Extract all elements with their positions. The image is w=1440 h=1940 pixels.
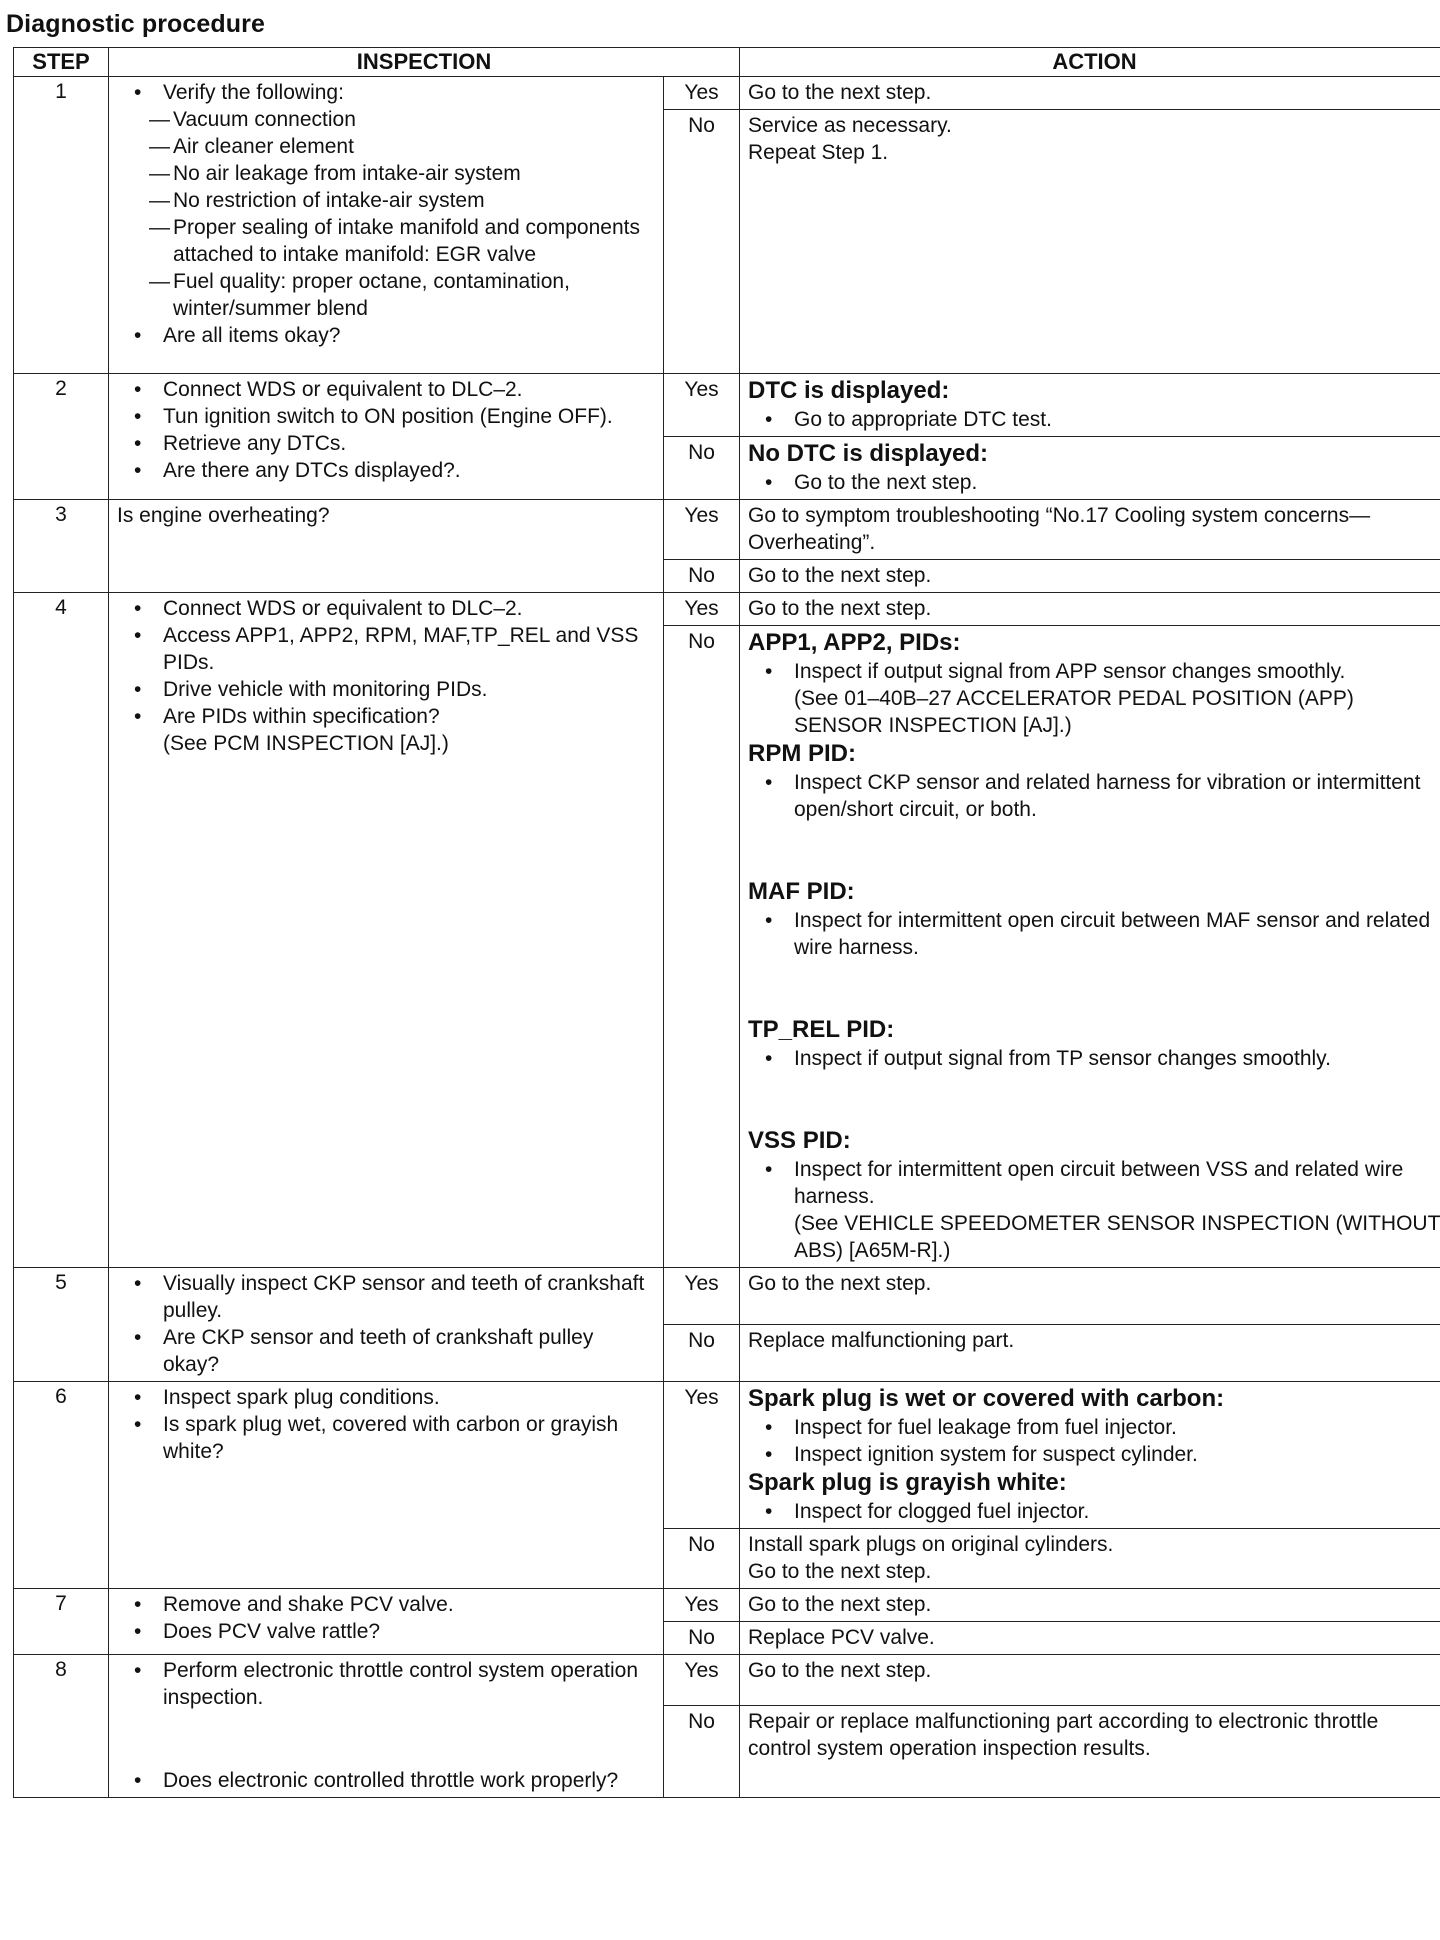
action-reference: (See VEHICLE SPEEDOMETER SENSOR INSPECTION (WITHOUT ABS) [A65M-R].): [794, 1212, 1440, 1262]
inspection-item: • Is spark plug wet, covered with carbon or grayish white?: [163, 1411, 655, 1465]
action-no: [740, 1529, 1440, 1589]
inspection-item: • Are there any DTCs displayed?.: [163, 457, 655, 484]
inspection-item: • Tun ignition switch to ON position (Engine OFF).: [163, 403, 655, 430]
action-heading: No DTC is displayed:: [748, 440, 989, 467]
step-number: 3: [14, 500, 109, 593]
answer-no: No: [664, 1622, 740, 1655]
answer-yes: Yes: [664, 593, 740, 626]
inspection-subitem: — Air cleaner element: [173, 133, 655, 160]
action-yes: Go to the next step.: [740, 77, 1440, 110]
inspection-item: • Does electronic controlled throttle work properly?: [163, 1767, 655, 1794]
step-number: 5: [14, 1268, 109, 1382]
spacer: [748, 961, 1440, 1015]
action-heading: VSS PID:: [748, 1127, 851, 1154]
answer-no: No: [664, 110, 740, 374]
action-heading: RPM PID:: [748, 740, 856, 767]
step-number: 8: [14, 1655, 109, 1798]
action-heading: TP_REL PID:: [748, 1016, 895, 1043]
inspection-item: • Inspect spark plug conditions.: [163, 1384, 655, 1411]
inspection-cell: [109, 77, 664, 374]
table-row: [14, 1382, 1440, 1529]
answer-no: No: [664, 1705, 740, 1797]
action-heading: Spark plug is wet or covered with carbon:: [748, 1385, 1225, 1412]
action-bullet: [794, 1156, 1440, 1264]
page-title: Diagnostic procedure: [6, 10, 265, 38]
diagnostic-table: [13, 47, 1440, 1798]
action-no: Replace malfunctioning part.: [740, 1325, 1440, 1382]
table-row: [14, 77, 1440, 110]
action-yes: Go to the next step.: [740, 593, 1440, 626]
table-row: [14, 1655, 1440, 1706]
action-heading: DTC is displayed:: [748, 377, 950, 404]
inspection-item: • Connect WDS or equivalent to DLC–2.: [163, 595, 655, 622]
inspection-cell: [109, 1589, 664, 1655]
action-yes: Go to the next step.: [740, 1268, 1440, 1325]
inspection-cell: Is engine overheating?: [109, 500, 664, 593]
action-bullet: [794, 658, 1440, 739]
inspection-cell: [109, 1382, 664, 1589]
table-header-row: [14, 48, 1440, 77]
action-yes: [740, 374, 1440, 437]
inspection-cell: [109, 1268, 664, 1382]
action-no: Replace PCV valve.: [740, 1622, 1440, 1655]
answer-no: No: [664, 560, 740, 593]
action-bullet: • Inspect for clogged fuel injector.: [794, 1498, 1440, 1525]
step-number: 7: [14, 1589, 109, 1655]
inspection-item: [163, 703, 655, 757]
step-number: 1: [14, 77, 109, 374]
step-number: 6: [14, 1382, 109, 1589]
header-inspection: INSPECTION: [109, 48, 740, 77]
table-row: [14, 1589, 1440, 1622]
action-bullet: • Inspect for fuel leakage from fuel injector.: [794, 1414, 1440, 1441]
action-reference: (See 01–40B–27 ACCELERATOR PEDAL POSITION (APP) SENSOR INSPECTION [AJ].): [794, 687, 1354, 737]
inspection-item-text: Are PIDs within specification?: [163, 705, 440, 728]
answer-yes: Yes: [664, 1382, 740, 1529]
answer-no: No: [664, 1325, 740, 1382]
step-number: 2: [14, 374, 109, 500]
answer-no: No: [664, 1529, 740, 1589]
action-bullet: • Inspect if output signal from TP sensor changes smoothly.: [794, 1045, 1440, 1072]
action-no: [740, 437, 1440, 500]
inspection-cell: [109, 374, 664, 500]
answer-yes: Yes: [664, 1655, 740, 1706]
action-line: Go to the next step.: [748, 1560, 932, 1583]
answer-yes: Yes: [664, 500, 740, 560]
table-row: [14, 1268, 1440, 1325]
inspection-item: • Retrieve any DTCs.: [163, 430, 655, 457]
action-yes: Go to symptom troubleshooting “No.17 Cooling system concerns—Overheating”.: [740, 500, 1440, 560]
action-line: Service as necessary.: [748, 114, 952, 137]
action-bullet: • Go to the next step.: [794, 469, 1440, 496]
spacer: [748, 823, 1440, 877]
answer-yes: Yes: [664, 1268, 740, 1325]
inspection-reference: (See PCM INSPECTION [AJ].): [163, 732, 449, 755]
action-bullet: • Go to appropriate DTC test.: [794, 406, 1440, 433]
action-heading: MAF PID:: [748, 878, 855, 905]
answer-no: No: [664, 626, 740, 1268]
table-row: [14, 593, 1440, 626]
inspection-item: • Verify the following:: [163, 79, 655, 106]
inspection-item: • Are CKP sensor and teeth of crankshaft pulley okay?: [163, 1324, 655, 1378]
action-no: [740, 626, 1440, 1268]
action-no: [740, 110, 1440, 374]
inspection-item: • Connect WDS or equivalent to DLC–2.: [163, 376, 655, 403]
action-line: Repeat Step 1.: [748, 141, 889, 164]
action-no: Go to the next step.: [740, 560, 1440, 593]
inspection-item: • Are all items okay?: [163, 322, 655, 349]
action-yes: [740, 1382, 1440, 1529]
action-heading: APP1, APP2, PIDs:: [748, 629, 961, 656]
answer-no: No: [664, 437, 740, 500]
action-bullet-text: Inspect if output signal from APP sensor changes smoothly.: [794, 660, 1346, 683]
action-bullet-text: Inspect for intermittent open circuit between VSS and related wire harness.: [794, 1158, 1404, 1208]
spacer: [748, 1072, 1440, 1126]
header-step: STEP: [14, 48, 109, 77]
action-no: Repair or replace malfunctioning part according to electronic throttle control system operation inspection results.: [740, 1705, 1440, 1797]
inspection-item: • Visually inspect CKP sensor and teeth of crankshaft pulley.: [163, 1270, 655, 1324]
action-bullet: • Inspect CKP sensor and related harness for vibration or intermittent open/short circuit, or both.: [794, 769, 1440, 823]
step-number: 4: [14, 593, 109, 1268]
inspection-item: • Remove and shake PCV valve.: [163, 1591, 655, 1618]
inspection-item: • Drive vehicle with monitoring PIDs.: [163, 676, 655, 703]
inspection-item: • Perform electronic throttle control system operation inspection.: [163, 1657, 655, 1711]
inspection-cell: [109, 1655, 664, 1798]
header-action: ACTION: [740, 48, 1440, 77]
inspection-subitem: — Proper sealing of intake manifold and components attached to intake manifold: EGR valve: [173, 214, 655, 268]
answer-yes: Yes: [664, 1589, 740, 1622]
inspection-subitem: — Vacuum connection: [173, 106, 655, 133]
table-row: [14, 374, 1440, 437]
answer-yes: Yes: [664, 77, 740, 110]
action-bullet: • Inspect for intermittent open circuit between MAF sensor and related wire harness.: [794, 907, 1440, 961]
action-bullet: • Inspect ignition system for suspect cylinder.: [794, 1441, 1440, 1468]
inspection-item: • Access APP1, APP2, RPM, MAF,TP_REL and VSS PIDs.: [163, 622, 655, 676]
inspection-cell: [109, 593, 664, 1268]
inspection-subitem: — No air leakage from intake-air system: [173, 160, 655, 187]
inspection-subitem: — Fuel quality: proper octane, contamination, winter/summer blend: [173, 268, 655, 322]
spacer: [117, 1711, 655, 1767]
action-yes: Go to the next step.: [740, 1655, 1440, 1706]
table-row: [14, 500, 1440, 560]
action-yes: Go to the next step.: [740, 1589, 1440, 1622]
answer-yes: Yes: [664, 374, 740, 437]
inspection-item: • Does PCV valve rattle?: [163, 1618, 655, 1645]
action-heading: Spark plug is grayish white:: [748, 1469, 1067, 1496]
action-line: Install spark plugs on original cylinders.: [748, 1533, 1114, 1556]
inspection-subitem: — No restriction of intake-air system: [173, 187, 655, 214]
